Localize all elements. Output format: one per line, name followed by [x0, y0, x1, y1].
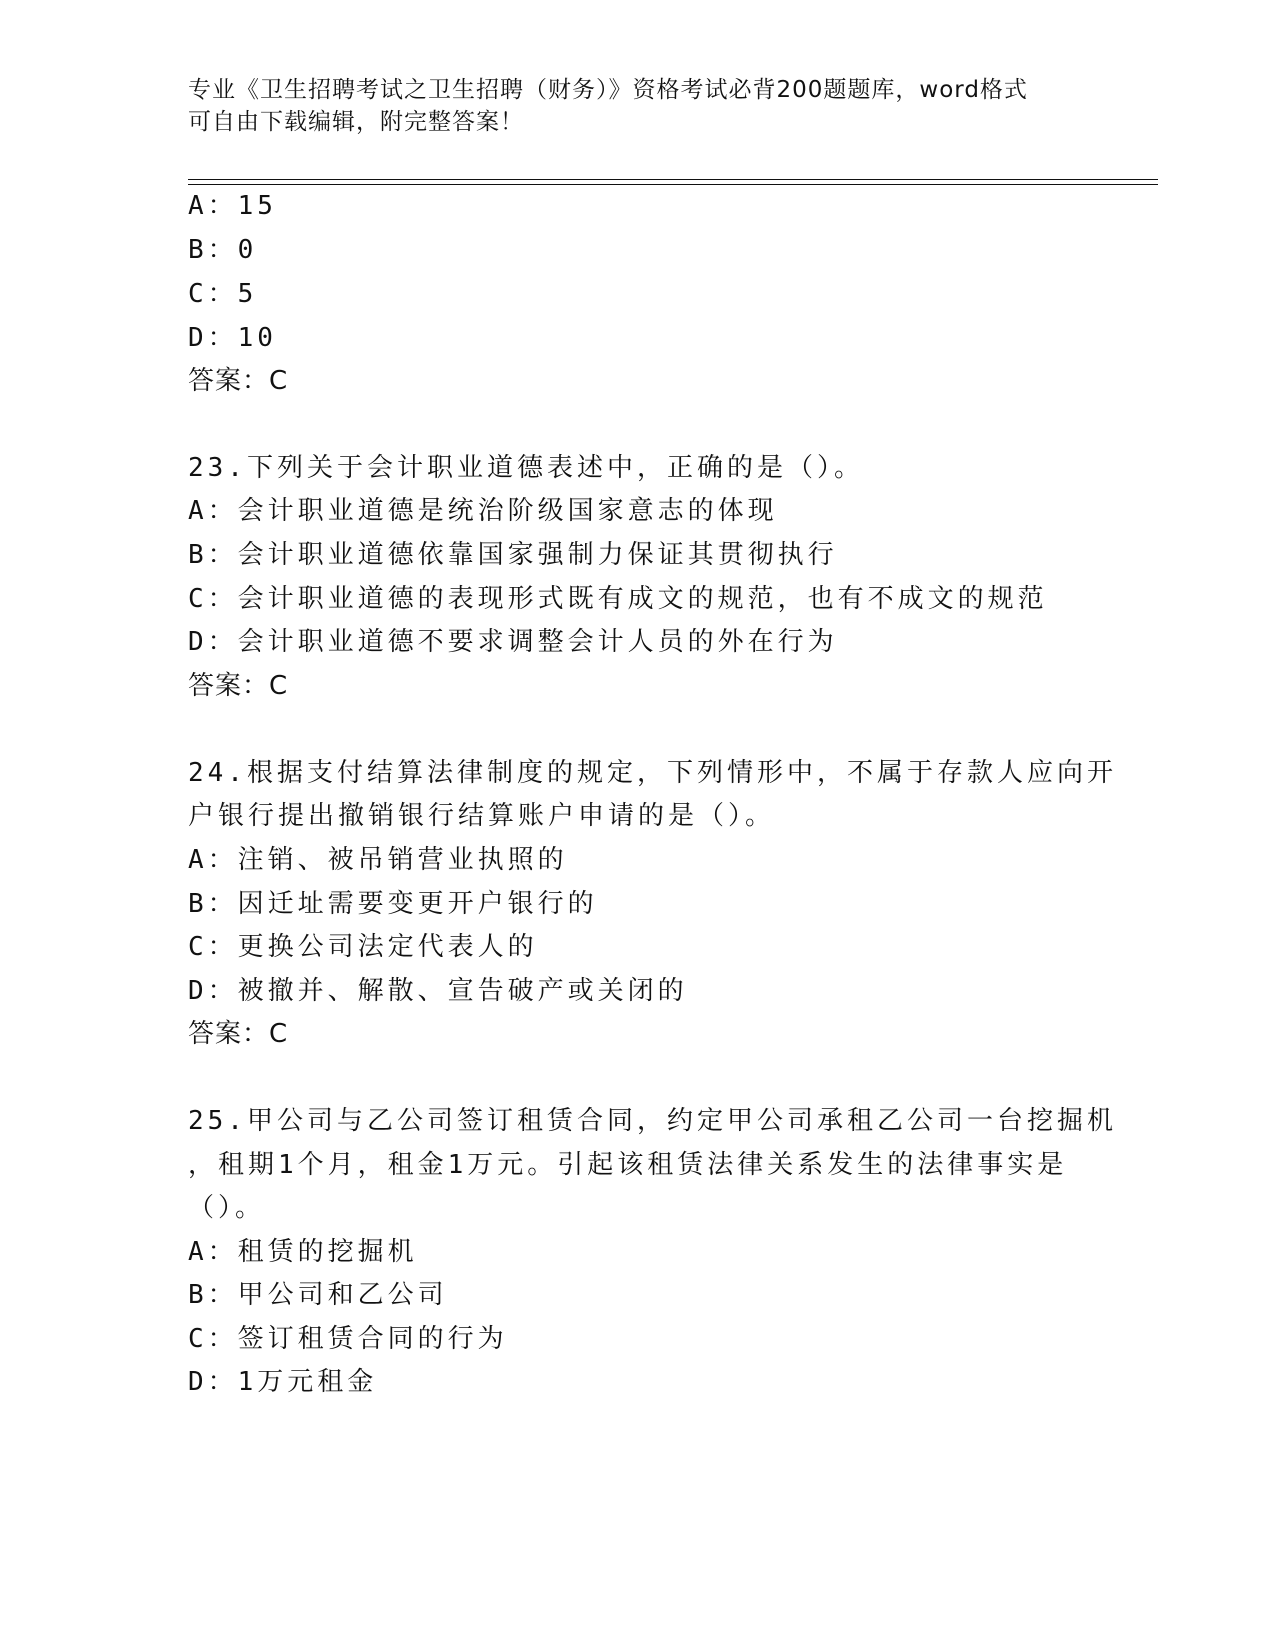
q23-option-d: D：会计职业道德不要求调整会计人员的外在行为	[188, 627, 838, 657]
q24-stem-line-1: 24.根据支付结算法律制度的规定，下列情形中，不属于存款人应向开	[188, 758, 1117, 788]
q23-option-b: B：会计职业道德依靠国家强制力保证其贯彻执行	[188, 540, 838, 570]
document-header	[188, 74, 1088, 138]
q23-stem: 23.下列关于会计职业道德表述中，正确的是（）。	[188, 453, 864, 483]
q25-stem-line-1: 25.甲公司与乙公司签订租赁合同，约定甲公司承租乙公司一台挖掘机	[188, 1106, 1117, 1136]
q24-option-a: A：注销、被吊销营业执照的	[188, 845, 568, 875]
header-rule-top	[188, 179, 1158, 180]
q25-stem-line-2: ，租期1个月，租金1万元。引起该租赁法律关系发生的法律事实是	[188, 1150, 1068, 1180]
q25-option-a: A：租赁的挖掘机	[188, 1237, 418, 1267]
header-line-1: 专业《卫生招聘考试之卫生招聘（财务）》资格考试必背200题题库，word格式	[188, 77, 1028, 103]
header-rule-bottom	[188, 184, 1158, 185]
q22-option-a: A：15	[188, 191, 277, 221]
q23-option-c: C：会计职业道德的表现形式既有成文的规范，也有不成文的规范	[188, 584, 1048, 614]
q22-option-c: C：5	[188, 279, 258, 309]
q24-answer: 答案：C	[188, 1019, 289, 1049]
q22-option-d: D：10	[188, 323, 277, 353]
q24-stem-line-2: 户银行提出撤销银行结算账户申请的是（）。	[188, 801, 776, 831]
q22-option-b: B：0	[188, 235, 258, 265]
q24-option-c: C：更换公司法定代表人的	[188, 932, 538, 962]
q23-option-a: A：会计职业道德是统治阶级国家意志的体现	[188, 496, 778, 526]
header-line-2: 可自由下载编辑，附完整答案！	[188, 109, 524, 135]
q25-option-d: D：1万元租金	[188, 1367, 378, 1397]
q23-answer: 答案：C	[188, 671, 289, 701]
q22-answer: 答案：C	[188, 366, 289, 396]
q25-option-b: B：甲公司和乙公司	[188, 1280, 448, 1310]
q25-stem-line-3: （）。	[188, 1193, 266, 1223]
q25-option-c: C：签订租赁合同的行为	[188, 1324, 508, 1354]
q24-option-b: B：因迁址需要变更开户银行的	[188, 889, 598, 919]
q24-option-d: D：被撤并、解散、宣告破产或关闭的	[188, 976, 688, 1006]
